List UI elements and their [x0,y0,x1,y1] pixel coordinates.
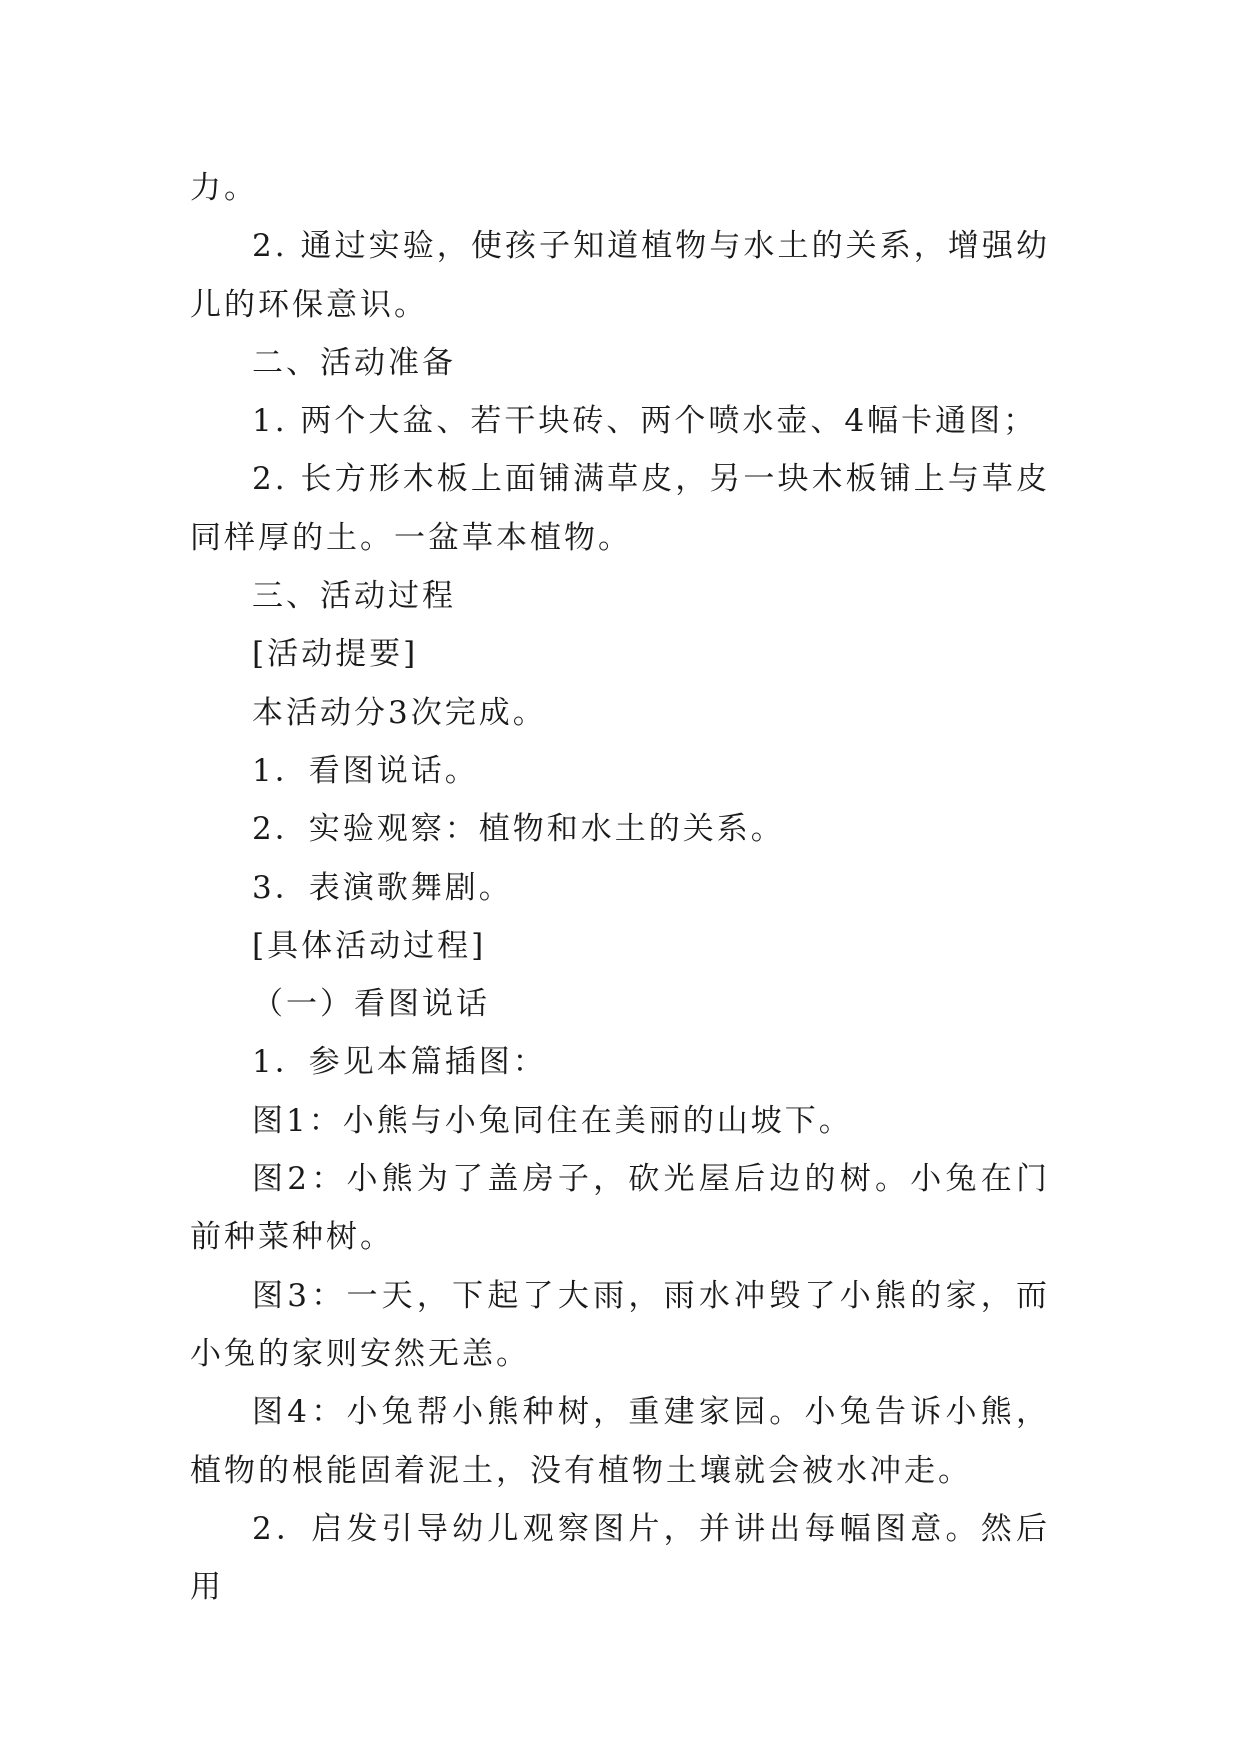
paragraph: 2. 通过实验，使孩子知道植物与水土的关系，增强幼儿的环保意识。 [190,228,1050,323]
paragraph: 力。 [190,170,258,206]
paragraph: 2．启发引导幼儿观察图片，并讲出每幅图意。然后用 [190,1510,1050,1606]
list-item: 1．看图说话。 [252,752,479,789]
paragraph: 本活动分3次完成。 [252,694,547,731]
paragraph: 图4：小兔帮小熊种树，重建家园。小兔告诉小熊，植物的根能固着泥土，没有植物土壤就会被水冲走。 [190,1394,1050,1489]
section-heading: 三、活动过程 [252,578,456,615]
paragraph: 图1：小熊与小兔同住在美丽的山坡下。 [252,1102,853,1139]
list-item: 2．实验观察：植物和水土的关系。 [252,811,785,848]
subheading: [活动提要] [252,636,419,673]
section-heading: 二、活动准备 [252,344,456,381]
document-body [190,159,1050,1616]
list-item: 1．参见本篇插图： [252,1044,547,1081]
paragraph: 1. 两个大盆、若干块砖、两个喷水壶、4幅卡通图； [252,403,1038,440]
list-item: 3．表演歌舞剧。 [252,869,513,906]
paragraph: 2. 长方形木板上面铺满草皮，另一块木板铺上与草皮同样厚的土。一盆草本植物。 [190,461,1050,556]
paragraph: 图3：一天，下起了大雨，雨水冲毁了小熊的家，而小兔的家则安然无恙。 [190,1277,1050,1372]
paragraph: 图2：小熊为了盖房子，砍光屋后边的树。小兔在门前种菜种树。 [190,1161,1050,1256]
subheading: [具体活动过程] [252,927,487,964]
subheading: （一）看图说话 [252,986,490,1023]
